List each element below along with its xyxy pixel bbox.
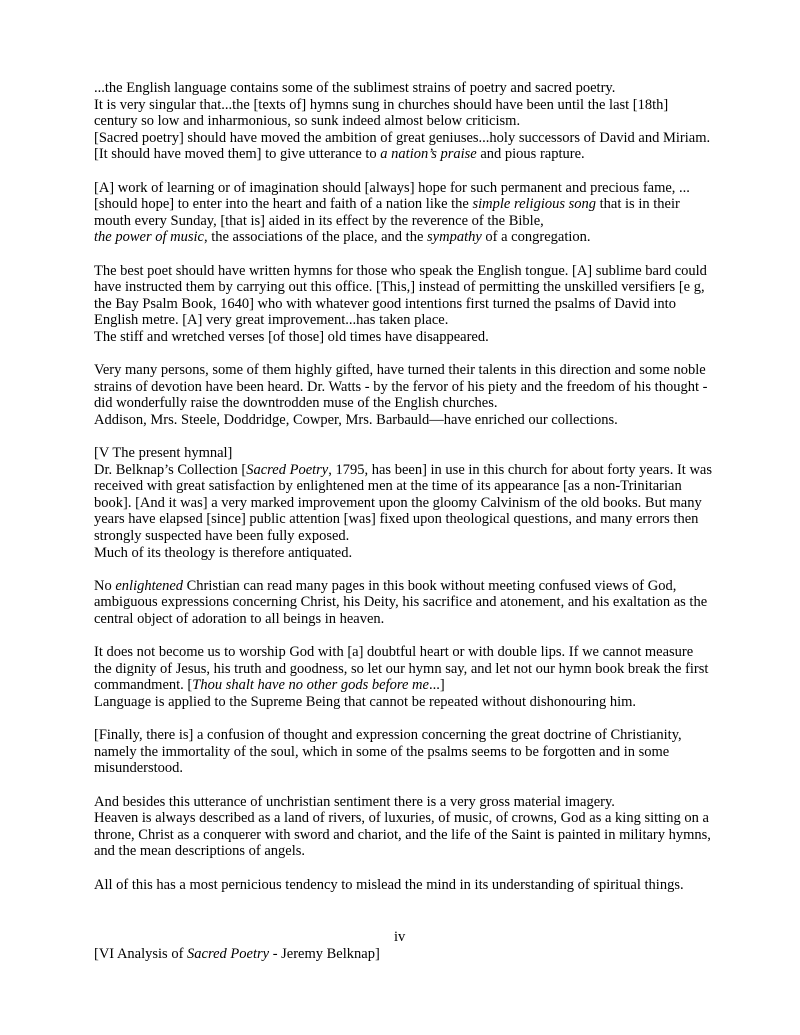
text-run: , 1795, has been] in use in this church for about forty years. It was received with great satisfaction by enlightened men at the time of its appearance [as a non-Trinitarian book]. [And it was] a very marked improvement upon the gloomy Calvinism of the old books. But many years have elapsed [since] public attention [was] fixed upon theological questions, and many errors then strongly suspected have been fully exposed. <box>94 461 712 545</box>
paragraph <box>94 727 714 777</box>
text-run: The stiff and wretched verses [of those] old times have disappeared. <box>94 328 489 345</box>
text-run: [A] work of learning or of imagination should [always] hope for such permanent and precious fame, ...[should hope] to enter into the heart and faith of a nation like the <box>94 179 690 213</box>
text-run: Language is applied to the Supreme Being that cannot be repeated without dishonouring him. <box>94 693 637 710</box>
text-run: that is in their mouth every Sunday, [that is] aided in its effect by the reverence of the Bible, <box>94 196 680 229</box>
italic-run: a nation’s praise <box>380 146 477 163</box>
text-line <box>94 412 714 429</box>
text-line <box>94 180 714 230</box>
text-line <box>94 462 714 545</box>
text-run: Very many persons, some of them highly gifted, have turned their talents in this direction and some noble strains of devotion have been heard. Dr. Watts - by the fervor of his piety and the freedom of his thought - did wonderfully raise the downtrodden muse of the English churches. <box>94 362 708 412</box>
text-run: The best poet should have written hymns for those who speak the English tongue. [A] sublime bard could have instructed them by carrying out this office. [This,] instead of permitting the unskilled versifiers [e g, the Bay Psalm Book, 1640] who with whatever good intentions first turned the psalms of David into English metre. [A] very great improvement...has taken place. <box>94 262 707 329</box>
text-run: Heaven is always described as a land of rivers, of luxuries, of music, of crowns, God as a king sitting on a throne, Christ as a conquerer with sword and chariot, and the life of the Saint is painted in military hymns, and the mean descriptions of angels. <box>94 810 711 860</box>
text-run: Much of its theology is therefore antiquated. <box>94 544 353 561</box>
text-line <box>94 97 714 130</box>
footer-caption <box>94 946 380 963</box>
paragraph <box>94 263 714 346</box>
text-run: Christian can read many pages in this book without meeting confused views of God, ambiguous expressions concerning Christ, his Deity, his sacrifice and atonement, and his exaltation as the central object of adoration to all beings in heaven. <box>94 577 708 627</box>
text-run: [V The present hymnal] <box>94 445 233 462</box>
text-run: ...] <box>428 677 445 694</box>
text-run: No <box>94 577 116 594</box>
text-line <box>94 229 714 246</box>
text-line <box>94 644 714 694</box>
text-line <box>94 545 714 562</box>
text-line <box>94 877 714 894</box>
text-line <box>94 329 714 346</box>
text-run: It does not become us to worship God with [a] doubtful heart or with double lips. If we cannot measure the dignity of Jesus, his truth and goodness, so let our hymn say, and let not our hymn book break the first commandment. [ <box>94 644 709 694</box>
italic-run: the power of music <box>94 229 204 246</box>
text-run: ...the English language contains some of the sublimest strains of poetry and sacred poetry. <box>94 80 616 96</box>
document-body <box>94 80 714 910</box>
text-run: of a congregation. <box>481 229 591 246</box>
text-run: [Finally, there is] a confusion of thought and expression concerning the great doctrine of Christianity, namely the immortality of the soul, which in some of the psalms seems to be forgotten and in some misunderstood. <box>94 727 682 777</box>
text-run: Addison, Mrs. Steele, Doddridge, Cowper, Mrs. Barbauld—have enriched our collections. <box>94 411 618 428</box>
paragraph <box>94 578 714 628</box>
italic-run: enlightened <box>115 577 184 594</box>
paragraph <box>94 445 714 561</box>
paragraph <box>94 644 714 710</box>
text-line <box>94 445 714 462</box>
text-line <box>94 263 714 329</box>
text-run: , the associations of the place, and the <box>203 229 428 246</box>
text-line <box>94 810 714 860</box>
text-line <box>94 727 714 777</box>
text-run: All of this has a most pernicious tendency to mislead the mind in its understanding of spiritual things. <box>94 876 684 893</box>
text-run: and pious rapture. <box>476 146 585 163</box>
paragraph <box>94 362 714 428</box>
text-run: [Sacred poetry] should have moved the ambition of great geniuses...holy successors of David and Miriam. [It should have moved them] to give utterance to <box>94 129 711 163</box>
text-line <box>94 694 714 711</box>
text-line <box>94 362 714 412</box>
footer-prefix: [VI Analysis of <box>94 946 188 962</box>
text-line <box>94 794 714 811</box>
footer-suffix: - Jeremy Belknap] <box>269 946 380 962</box>
paragraph <box>94 180 714 246</box>
italic-run: Sacred Poetry <box>246 461 329 478</box>
footer-title: Sacred Poetry <box>187 946 270 962</box>
italic-run: Thou shalt have no other gods before me <box>192 677 429 694</box>
paragraph <box>94 794 714 860</box>
text-line <box>94 80 714 97</box>
text-run: It is very singular that...the [texts of] hymns sung in churches should have been until the last [18th] century so low and inharmonious, so sunk indeed almost below criticism. <box>94 96 669 130</box>
page-number: iv <box>394 929 406 945</box>
text-run: And besides this utterance of unchristian sentiment there is a very gross material imagery. <box>94 793 615 810</box>
text-line <box>94 130 714 163</box>
italic-run: simple religious song <box>472 196 597 213</box>
paragraph <box>94 877 714 894</box>
paragraph <box>94 80 714 163</box>
text-line <box>94 578 714 628</box>
text-run: Dr. Belknap’s Collection [ <box>94 461 247 478</box>
italic-run: sympathy <box>427 229 482 246</box>
